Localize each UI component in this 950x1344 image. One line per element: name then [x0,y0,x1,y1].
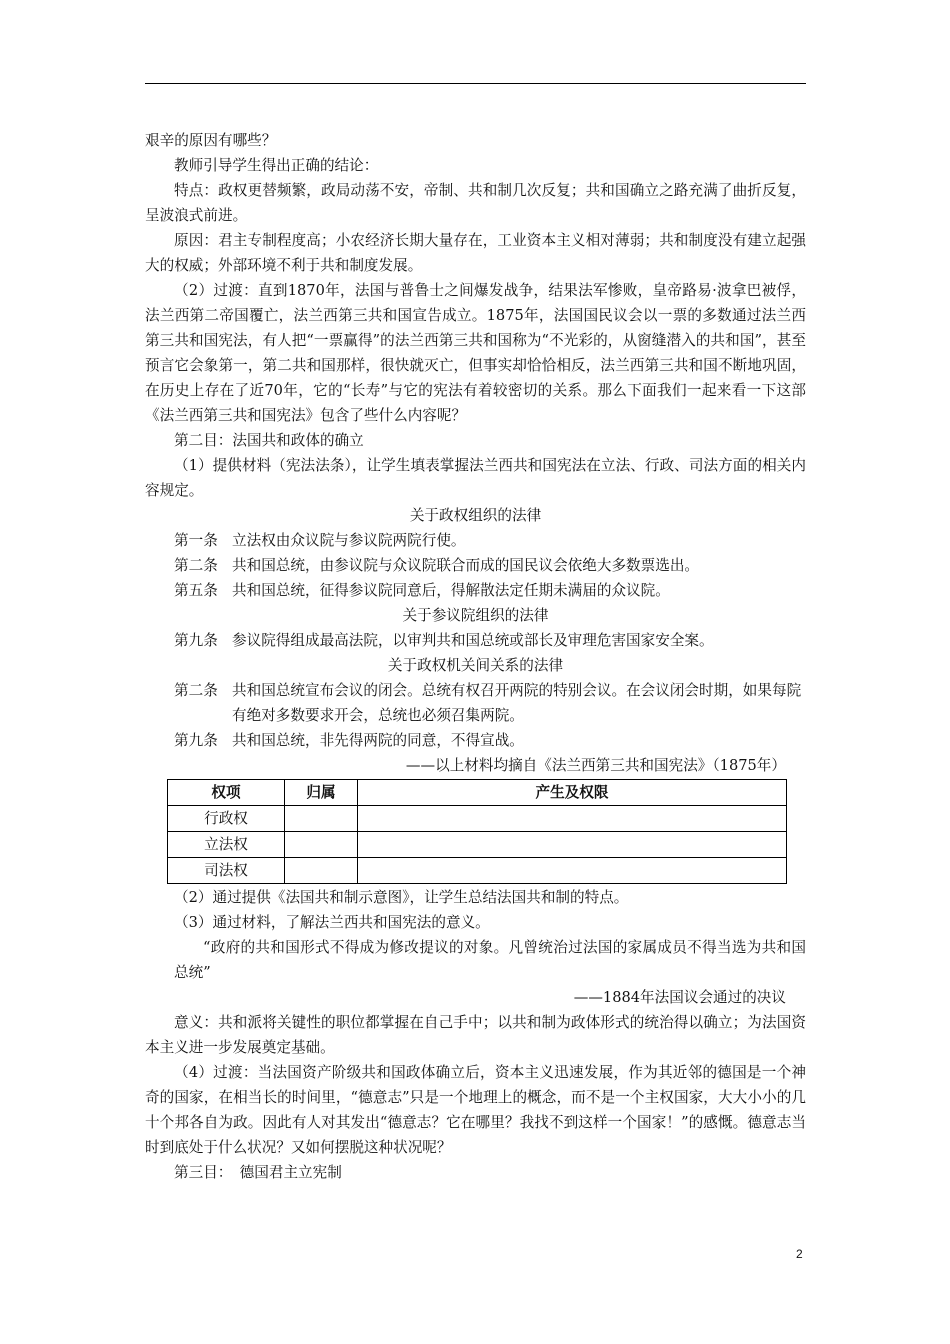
section-heading: 第二目：法国共和政体的确立 [174,432,364,449]
table-cell [358,806,787,832]
table-row [168,832,787,858]
paragraph: 艰辛的原因有哪些？ [145,132,277,149]
law-article [145,553,806,578]
article-text: 共和国总统，由参议院与众议院联合而成的国民议会依绝大多数票选出。 [232,557,700,574]
section-heading: 第三目： 德国君主立宪制 [174,1164,342,1181]
article-text: 立法权由众议院与参议院两院行使。 [232,532,466,549]
article-number: 第五条 [174,582,218,599]
source-citation: ——1884年法国议会通过的决议 [573,989,786,1006]
article-number: 第二条 [174,557,218,574]
paragraph: （1）提供材料（宪法法条），让学生填表掌握法兰西共和国宪法在立法、行政、司法方面的相关内容规定。 [145,457,806,499]
powers-table [167,779,787,884]
article-text: 共和国总统，非先得两院的同意，不得宣战。 [232,732,524,749]
law-heading: 关于参议院组织的法律 [402,607,549,624]
paragraph: （2）通过提供《法国共和制示意图》，让学生总结法国共和制的特点。 [174,889,629,906]
paragraph: 原因：君主专制程度高；小农经济长期大量存在，工业资本主义相对薄弱；共和制度没有建立起强大的权威；外部环境不利于共和制度发展。 [145,232,806,274]
header-rule [145,83,806,84]
page-content [145,128,806,1185]
column-header: 归属 [285,780,358,806]
table-cell: 行政权 [168,806,285,832]
quote: “政府的共和国形式不得成为修改提议的对象。凡曾统治过法国的家属成员不得当选为共和国总统” [174,939,806,981]
table-row [168,806,787,832]
table-cell: 立法权 [168,832,285,858]
paragraph: （2）过渡：直到1870年，法国与普鲁士之间爆发战争，结果法军惨败，皇帝路易·波拿巴被俘，法兰西第二帝国覆亡，法兰西第三共和国宣告成立。1875年，法国国民议会以一票的多数通过法兰西第三共和国宪法，有人把“一票赢得”的法兰西第三共和国称为“不光彩的，从窗缝潜入的共和国”，甚至预言它会象第一，第二共和国那样，很快就灭亡，但事实却恰恰相反，法兰西第三共和国不断地巩固，在历史上存在了近70年，它的“长寿”与它的宪法有着较密切的关系。那么下面我们一起来看一下这部《法兰西第三共和国宪法》包含了些什么内容呢？ [145,282,806,424]
table-cell [358,858,787,884]
table-cell [285,806,358,832]
paragraph: （4）过渡：当法国资产阶级共和国政体确立后，资本主义迅速发展，作为其近邻的德国是一个神奇的国家，在相当长的时间里，“德意志”只是一个地理上的概念，而不是一个主权国家，大大小小的几十个邦各自为政。因此有人对其发出“德意志？它在哪里？我找不到这样一个国家！”的感慨。德意志当时到底处于什么状况？又如何摆脱这种状况呢？ [145,1064,806,1156]
law-heading: 关于政权组织的法律 [409,507,542,524]
article-text: 参议院得组成最高法院，以审判共和国总统或部长及审理危害国家安全案。 [232,632,714,649]
law-article [145,578,806,603]
source-citation: ——以上材料均摘自《法兰西第三共和国宪法》（1875年） [405,757,786,774]
table-row [168,858,787,884]
article-number: 第一条 [174,532,218,549]
law-heading: 关于政权机关间关系的法律 [387,657,564,674]
table-cell [285,832,358,858]
law-article [145,678,806,728]
paragraph: 意义：共和派将关键性的职位都掌握在自己手中；以共和制为政体形式的统治得以确立；为法国资本主义进一步发展奠定基础。 [145,1014,806,1056]
table-cell: 司法权 [168,858,285,884]
law-article [145,628,806,653]
article-number: 第九条 [174,632,218,649]
page-number: 2 [796,1247,803,1261]
article-number: 第二条 [174,682,218,699]
paragraph: （3）通过材料，了解法兰西共和国宪法的意义。 [174,914,490,931]
article-number: 第九条 [174,732,218,749]
article-text: 共和国总统，征得参议院同意后，得解散法定任期未满届的众议院。 [232,582,670,599]
table-cell [285,858,358,884]
law-article [145,728,806,753]
paragraph: 特点：政权更替频繁，政局动荡不安，帝制、共和制几次反复；共和国确立之路充满了曲折反复，呈波浪式前进。 [145,182,806,224]
column-header: 产生及权限 [358,780,787,806]
paragraph: 教师引导学生得出正确的结论： [174,157,379,174]
law-article [145,528,806,553]
table-cell [358,832,787,858]
table-header-row [168,780,787,806]
column-header: 权项 [168,780,285,806]
article-text: 共和国总统宣布会议的闭会。总统有权召开两院的特别会议。在会议闭会时期，如果每院有绝对多数要求开会，总统也必须召集两院。 [232,682,802,724]
